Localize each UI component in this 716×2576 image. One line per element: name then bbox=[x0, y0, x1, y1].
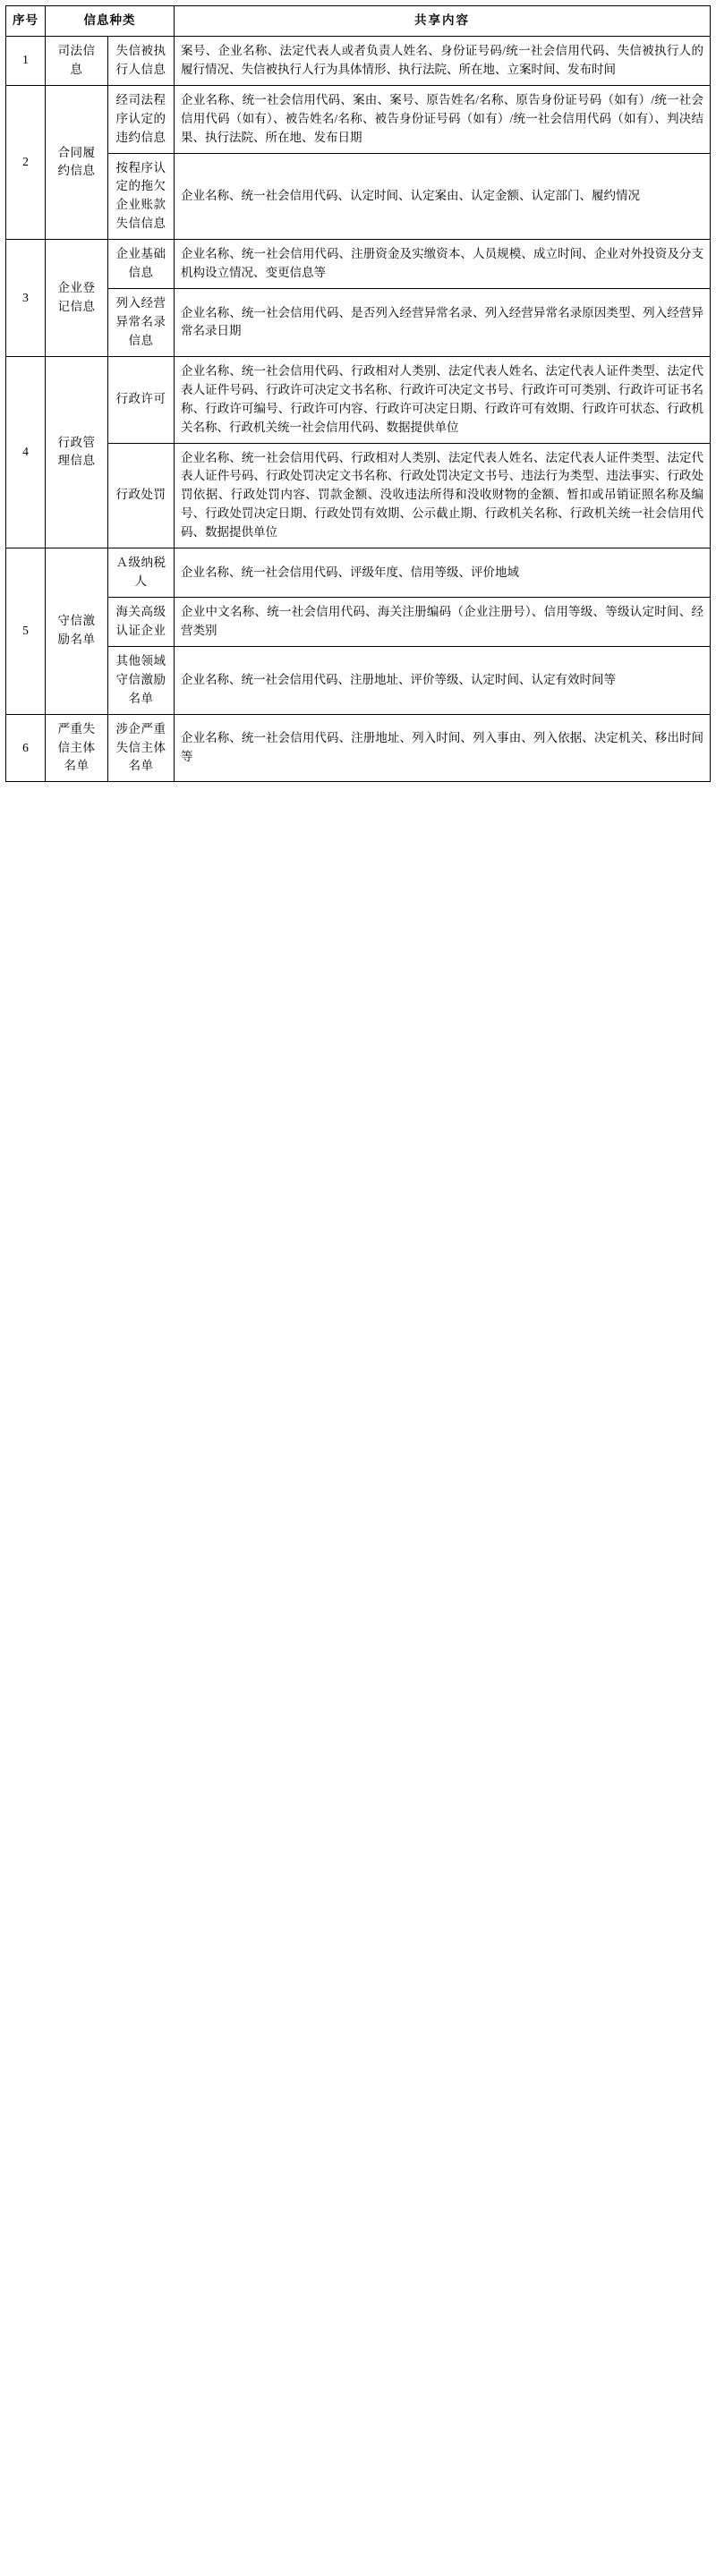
cell-sequence: 6 bbox=[6, 714, 46, 782]
cell-category: 合同履约信息 bbox=[46, 85, 108, 239]
information-sharing-table bbox=[5, 5, 711, 782]
cell-subcategory: 经司法程序认定的违约信息 bbox=[108, 85, 175, 153]
cell-content: 案号、企业名称、法定代表人或者负责人姓名、身份证号码/统一社会信用代码、失信被执行人的履行情况、失信被执行人行为具体情形、执行法院、所在地、立案时间、发布时间 bbox=[175, 36, 711, 85]
cell-content: 企业名称、统一社会信用代码、评级年度、信用等级、评价地域 bbox=[175, 548, 711, 598]
cell-subcategory: 失信被执行人信息 bbox=[108, 36, 175, 85]
cell-subcategory: 行政处罚 bbox=[108, 443, 175, 548]
table-row bbox=[6, 443, 711, 548]
cell-content: 企业名称、统一社会信用代码、行政相对人类别、法定代表人姓名、法定代表人证件类型、法定代表人证件号码、行政处罚决定文书名称、行政处罚决定文书号、违法行为类型、违法事实、行政处罚依据、行政处罚内容、罚款金额、没收违法所得和没收财物的金额、暂扣或吊销证照名称及编号、行政处罚决定日期、行政处罚有效期、公示截止期、行政机关名称、行政机关统一社会信用代码、数据提供单位 bbox=[175, 443, 711, 548]
table-row bbox=[6, 153, 711, 240]
cell-sequence: 4 bbox=[6, 356, 46, 548]
table-row bbox=[6, 36, 711, 85]
cell-subcategory: 行政许可 bbox=[108, 356, 175, 443]
cell-category: 行政管理信息 bbox=[46, 356, 108, 548]
table-row bbox=[6, 646, 711, 714]
table-row bbox=[6, 289, 711, 357]
column-header-category: 信息种类 bbox=[46, 6, 175, 37]
cell-category: 守信激励名单 bbox=[46, 548, 108, 714]
cell-sequence: 2 bbox=[6, 85, 46, 239]
cell-category: 严重失信主体名单 bbox=[46, 714, 108, 782]
table-row bbox=[6, 356, 711, 443]
cell-category: 企业登记信息 bbox=[46, 240, 108, 357]
cell-subcategory: 其他领域守信激励名单 bbox=[108, 646, 175, 714]
cell-subcategory: 列入经营异常名录信息 bbox=[108, 289, 175, 357]
cell-sequence: 3 bbox=[6, 240, 46, 357]
table-row bbox=[6, 240, 711, 289]
document-page bbox=[0, 0, 716, 791]
cell-subcategory: 企业基础信息 bbox=[108, 240, 175, 289]
cell-content: 企业中文名称、统一社会信用代码、海关注册编码（企业注册号）、信用等级、等级认定时间、经营类别 bbox=[175, 597, 711, 646]
cell-subcategory: 海关高级认证企业 bbox=[108, 597, 175, 646]
cell-sequence: 1 bbox=[6, 36, 46, 85]
cell-subcategory: 按程序认定的拖欠企业账款失信信息 bbox=[108, 153, 175, 240]
cell-content: 企业名称、统一社会信用代码、注册资金及实缴资本、人员规模、成立时间、企业对外投资及分支机构设立情况、变更信息等 bbox=[175, 240, 711, 289]
cell-category: 司法信息 bbox=[46, 36, 108, 85]
table-row bbox=[6, 714, 711, 782]
table-header-row bbox=[6, 6, 711, 37]
column-header-sequence: 序号 bbox=[6, 6, 46, 37]
cell-subcategory: Ａ级纳税人 bbox=[108, 548, 175, 598]
table-row bbox=[6, 597, 711, 646]
cell-sequence: 5 bbox=[6, 548, 46, 714]
cell-content: 企业名称、统一社会信用代码、注册地址、列入时间、列入事由、列入依据、决定机关、移出时间等 bbox=[175, 714, 711, 782]
table-row bbox=[6, 85, 711, 153]
table-row bbox=[6, 548, 711, 598]
cell-content: 企业名称、统一社会信用代码、注册地址、评价等级、认定时间、认定有效时间等 bbox=[175, 646, 711, 714]
cell-content: 企业名称、统一社会信用代码、认定时间、认定案由、认定金额、认定部门、履约情况 bbox=[175, 153, 711, 240]
table-body bbox=[6, 36, 711, 781]
cell-subcategory: 涉企严重失信主体名单 bbox=[108, 714, 175, 782]
cell-content: 企业名称、统一社会信用代码、案由、案号、原告姓名/名称、原告身份证号码（如有）/统一社会信用代码（如有）、被告姓名/名称、被告身份证号码（如有）/统一社会信用代码（如有）、判决结果、执行法院、所在地、发布日期 bbox=[175, 85, 711, 153]
column-header-content: 共享内容 bbox=[175, 6, 711, 37]
table-header bbox=[6, 6, 711, 37]
cell-content: 企业名称、统一社会信用代码、是否列入经营异常名录、列入经营异常名录原因类型、列入经营异常名录日期 bbox=[175, 289, 711, 357]
cell-content: 企业名称、统一社会信用代码、行政相对人类别、法定代表人姓名、法定代表人证件类型、法定代表人证件号码、行政许可决定文书名称、行政许可决定文书号、行政许可可类别、行政许可证书名称、行政许可编号、行政许可内容、行政许可决定日期、行政许可有效期、行政许可状态、行政机关名称、行政机关统一社会信用代码、数据提供单位 bbox=[175, 356, 711, 443]
